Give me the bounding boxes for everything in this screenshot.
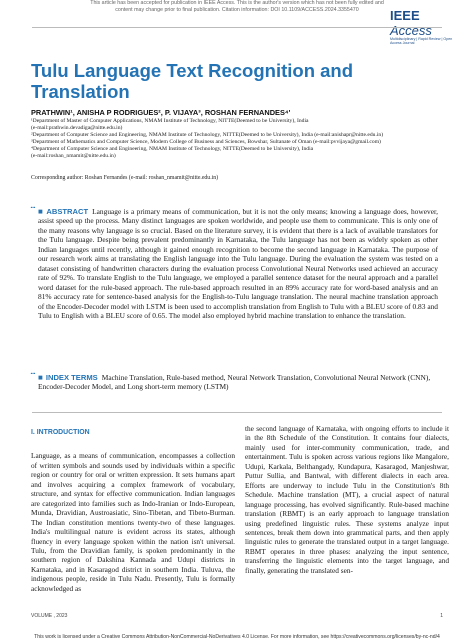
section-divider bbox=[32, 412, 442, 413]
index-marker-icon: ••• bbox=[30, 371, 36, 376]
header-divider bbox=[32, 27, 442, 28]
intro-right-text: the second language of Karnataka, with ongoing efforts to include it in the 8th Schedule of the Constitution. It contains four dialects, mainly used for inter-community communication, trade, and entertainment. Tulu is spoken across various regions like Mangalore, Udupi, Karkala, Belthangady, Kundapura, Kasaragod, Manjeshwar, Puttur Sullia, and Bantwal, with different dialects in each area. Efforts are underway to include Tulu in the Constitution's 8th Schedule. Machine translation (MT), a crucial aspect of natural language processing, has evolved significantly. Rule-based machine translation (RBMT) is an early approach to language translation using predefined linguistic rules. These systems analyze input sentences, break them down into grammatical parts, and then apply linguistic rules to generate the translated output in a target language. RBMT operates in three phases: analyzing the input sentence, transferring the linguistic elements into the target language, and finally, generating the translated sen- bbox=[245, 424, 449, 575]
affiliation-line: (e-mail:roshan_nmamit@nitte.edu.in) bbox=[31, 152, 116, 159]
index-bullet-icon: ■ bbox=[38, 373, 43, 382]
license-notice: This work is licensed under a Creative Commons Attribution-NonCommercial-NoDerivatives 4.0 License. For more information, see https://creativecommons.org/licenses/by-nc-nd/4 bbox=[34, 634, 440, 640]
index-terms-heading: INDEX TERMS bbox=[45, 373, 98, 382]
logo-ieee-text: IEEE bbox=[390, 8, 420, 23]
index-terms-block bbox=[38, 373, 438, 392]
index-terms-text: Machine Translation, Rule-based method, Neural Network Translation, Convolutional Neural Network (CNN), Encoder-Decoder Model, and Long short-term memory (LSTM) bbox=[38, 373, 431, 392]
affiliation-line: ³Department of Mathematics and Computer Science, Modern College of Business and Sciences, Bowshar, Sultanate of Oman (e-mail:pvvijaya@gmail.com) bbox=[31, 138, 381, 145]
left-column bbox=[31, 424, 235, 593]
abstract-heading: ABSTRACT bbox=[46, 207, 89, 216]
corresponding-author: Corresponding author: Roshan Fernandes (e-mail: roshan_nmamit@nitte.edu.in) bbox=[31, 175, 219, 181]
abstract-text: Language is a primary means of communication, but it is not the only means; knowing a language does, however, assist speed up the process. Many distinct languages are spoken worldwide, and people use them to communicate. This is only one of the many reasons why language is so crucial. Based on the literature survey, it is evident that there is a lack of available translators for the Tulu language. Despite being prevalent predominantly in Karnataka, the Tulu language has not been as widely spoken as other Indian languages until recently, although it gained enough recognition to become the second language in Karnataka. The purpose of our research work aims at translating the English language into the Tulu language. During the evaluation the system was tested on a dataset consisting of handwritten characters during the evaluation process Convolutional Neural Networks used achieved an accuracy rate of 92%. To translate English to the Tulu language, we employed a parallel sentence dataset for the neural approach and a parallel word dataset for the rule-based approach. The rule-based approach resulted in an 89% accuracy rate for word-based analysis and an 81% accuracy rate for sentence-based analysis for the English-to-Tulu language translation. The neural machine translation approach of the Encoder-Decoder model with LSTM is been used to accomplish translation from English to Tulu with a BLEU score of 0.83 and Tulu to English with a BLEU score of 0.65. The model also employed hybrid machine translation to enhance the translation. bbox=[38, 207, 438, 320]
publication-note-line2: content may change prior to final publication. Citation information: DOI 10.1109/ACCESS.2024.3355470 bbox=[115, 6, 359, 13]
volume-label: VOLUME , 2023 bbox=[31, 613, 68, 619]
intro-heading: I. INTRODUCTION bbox=[31, 429, 90, 436]
affiliation-line: ¹Department of Master of Computer Applications, NMAM Institute of Technology, NITTE(Deemed to be University), India bbox=[31, 118, 309, 124]
affiliation-line: (e-mail:prathwin.devadiga@nitte.edu.in) bbox=[31, 124, 123, 131]
affiliation-line: ²Department of Computer Science and Engineering, NMAM Institute of Technology, NITTE(Deemed to be University), India (e-mail:anishapr@nitte.edu.in) bbox=[31, 131, 384, 138]
intro-left-text: Language, as a means of communication, encompasses a collection of written symbols and sounds used by individuals within a specific region or country for oral or written expression. It sets humans apart and involves acquiring a complex framework of vocabulary, structure, and syntax for effective communication. Indian languages are categorized into families such as Indo-Iranian or Indo-European, Munda, Dravidian, Austroasiatic, Sino-Tibetan, and Tibeto-Burman. The Indian constitution mentions twenty-two of these languages. India's multilingual nature is evident across its states, although fluency in every language spoken within the nation isn't universal. Tulu, from the Dravidian family, is spoken predominantly in the southern region of Dakshina Kannada and Udupi districts in Karnataka, and in Kasaragod district in southern India. Tuluva, the indigenous people, reside in Tulu Nadu. Presently, Tulu is formally acknowledged as bbox=[31, 451, 235, 593]
page-footer bbox=[31, 613, 443, 619]
logo-access-text: Access bbox=[390, 23, 432, 38]
abstract-block bbox=[38, 207, 438, 320]
page-number: 1 bbox=[440, 613, 443, 619]
logo-tagline: Multidisciplinary | Rapid Review | Open Access Journal bbox=[390, 37, 453, 45]
affiliations bbox=[31, 118, 451, 159]
affiliation-line: ⁴Department of Computer Science and Engineering, NMAM Institute of Technology, NITTE(Deemed to be University), India bbox=[31, 145, 314, 152]
publication-note-line1: This article has been accepted for publication in IEEE Access. This is the author's version which has not been fully edited and bbox=[90, 0, 384, 6]
paper-title: Tulu Language Text Recognition and Translation bbox=[31, 60, 354, 102]
abstract-bullet-icon: ■ bbox=[38, 207, 44, 216]
author-list: PRATHWIN¹, ANISHA P RODRIGUES², P. VIJAYA³, ROSHAN FERNANDES⁴' bbox=[31, 108, 291, 117]
abstract-marker-icon: ••• bbox=[30, 205, 36, 210]
right-column bbox=[245, 424, 449, 575]
